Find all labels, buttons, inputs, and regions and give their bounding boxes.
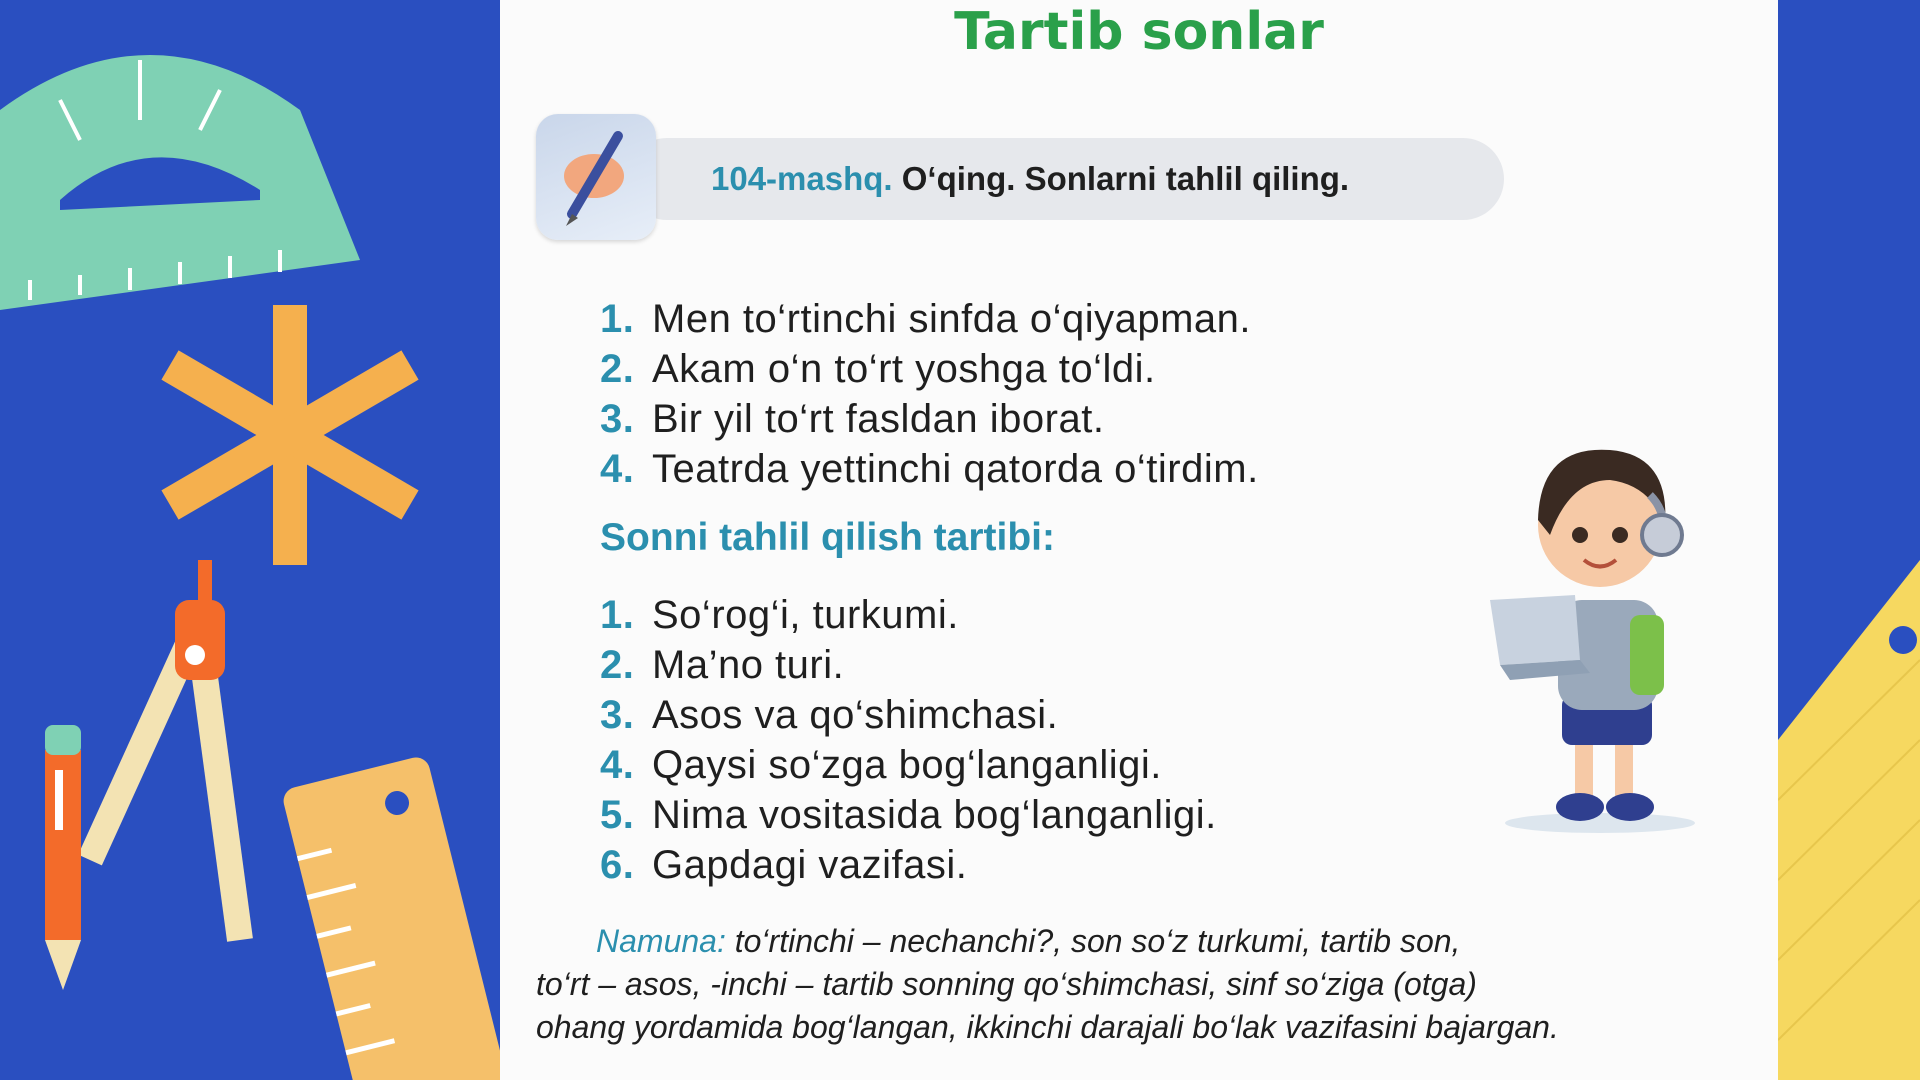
list-item xyxy=(600,740,1217,790)
right-decoration xyxy=(1778,0,1920,1080)
sample-line-2: to‘rt – asos, -inchi – tartib sonning qo‘shimchasi, sinf so‘ziga (otga) xyxy=(536,966,1477,1002)
list-item xyxy=(600,344,1259,394)
list-item xyxy=(600,640,1217,690)
item-text: Nima vositasida bog‘langanligi. xyxy=(652,793,1217,837)
sample-label: Namuna: xyxy=(596,923,726,959)
pencil-hand-icon xyxy=(536,114,656,240)
analysis-heading: Sonni tahlil qilish tartibi: xyxy=(600,516,1055,559)
list-item xyxy=(600,590,1217,640)
task-number: 104-mashq. xyxy=(711,160,893,197)
compass-icon xyxy=(90,560,240,940)
list-item xyxy=(600,444,1259,494)
item-number: 1. xyxy=(600,593,635,637)
item-text: Asos va qo‘shimchasi. xyxy=(652,693,1059,737)
item-text: Bir yil to‘rt fasldan iborat. xyxy=(652,397,1105,441)
item-number: 4. xyxy=(600,447,635,491)
sample-line-1 xyxy=(536,920,1756,963)
sentence-list xyxy=(600,294,1259,494)
textbook-page xyxy=(500,0,1778,1080)
analysis-list xyxy=(600,590,1217,890)
item-number: 3. xyxy=(600,693,635,737)
ruler-icon xyxy=(281,755,500,1080)
list-item xyxy=(600,394,1259,444)
item-number: 2. xyxy=(600,347,635,391)
sample-paragraph xyxy=(536,920,1756,1049)
item-number: 3. xyxy=(600,397,635,441)
list-item xyxy=(600,690,1217,740)
task-instruction xyxy=(711,160,1349,198)
item-text: Gapdagi vazifasi. xyxy=(652,843,968,887)
item-number: 1. xyxy=(600,297,635,341)
list-item xyxy=(600,790,1217,840)
item-text: Qaysi so‘zga bog‘langanligi. xyxy=(652,743,1162,787)
page-title: Tartib sonlar xyxy=(954,2,1324,62)
task-instruction-text: O‘qing. Sonlarni tahlil qiling. xyxy=(901,160,1350,197)
item-text: Akam o‘n to‘rt yoshga to‘ldi. xyxy=(652,347,1156,391)
list-item xyxy=(600,840,1217,890)
item-text: Teatrda yettinchi qatorda o‘tirdim. xyxy=(652,447,1259,491)
item-text: Ma’no turi. xyxy=(652,643,845,687)
item-number: 6. xyxy=(600,843,635,887)
sample-text-1: to‘rtinchi – nechanchi?, son so‘z turkumi, tartib son, xyxy=(725,923,1461,959)
sample-line-3: ohang yordamida bog‘langan, ikkinchi darajali bo‘lak vazifasini bajargan. xyxy=(536,1009,1559,1045)
school-tools-decoration xyxy=(0,0,500,1080)
item-text: Men to‘rtinchi sinfda o‘qiyapman. xyxy=(652,297,1252,341)
item-number: 4. xyxy=(600,743,635,787)
boy-with-laptop-illustration xyxy=(1480,425,1710,835)
asterisk-icon xyxy=(170,305,410,565)
item-number: 2. xyxy=(600,643,635,687)
pencil-icon xyxy=(45,725,81,990)
list-item xyxy=(600,294,1259,344)
task-header xyxy=(536,114,1506,220)
item-number: 5. xyxy=(600,793,635,837)
item-text: So‘rog‘i, turkumi. xyxy=(652,593,959,637)
